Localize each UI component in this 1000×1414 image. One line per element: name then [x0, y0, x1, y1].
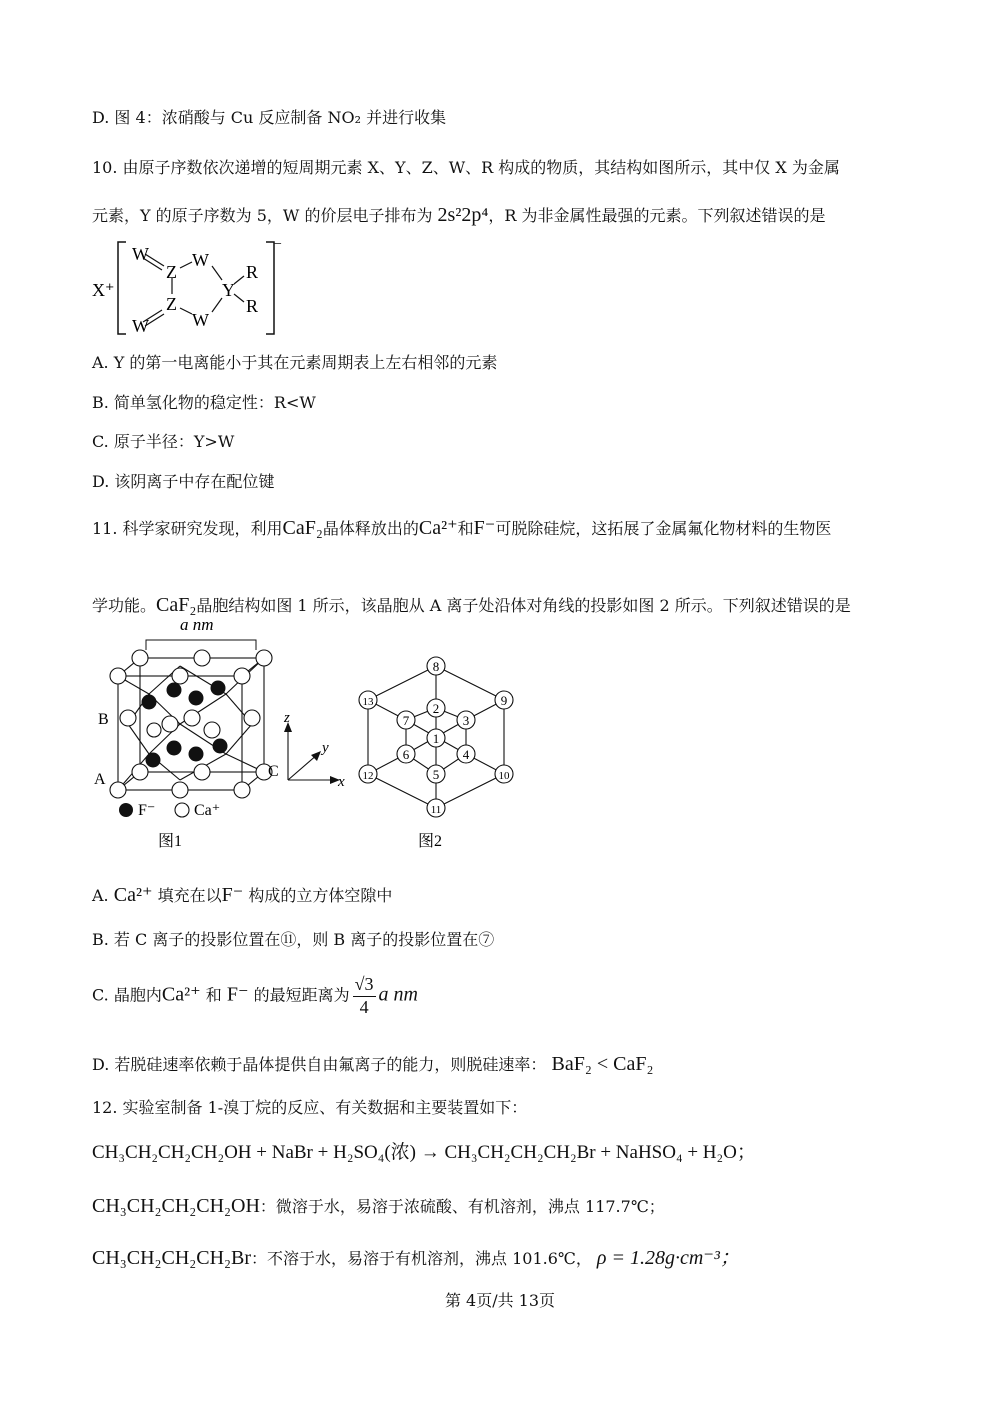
- q11-option-a: A. Ca²⁺ 填充在以F⁻ 构成的立方体空隙中: [92, 884, 393, 906]
- q9-option-d: D. 图 4：浓硝酸与 Cu 反应制备 NO₂ 并进行收集: [92, 108, 447, 127]
- fig1-top-label: a nm: [180, 615, 214, 634]
- svg-text:Z: Z: [166, 294, 177, 314]
- fig1-unit-cell: [88, 614, 358, 854]
- svg-text:9: 9: [500, 693, 508, 708]
- q10-option-d: D. 该阴离子中存在配位键: [92, 472, 275, 491]
- q11-stem-line1: 11. 科学家研究发现，利用CaF₂晶体释放出的Ca²⁺和F⁻可脱除硅烷，这拓展了金属氟化物材料的生物医: [92, 517, 832, 539]
- fig1-axis-x: x: [338, 774, 345, 790]
- structure-charge: −: [274, 237, 282, 252]
- svg-text:11: 11: [430, 804, 442, 816]
- svg-text:W: W: [192, 250, 209, 270]
- svg-text:W: W: [132, 244, 149, 264]
- svg-text:Z: Z: [166, 262, 177, 282]
- q11-option-b: B. 若 C 离子的投影位置在⑪，则 B 离子的投影位置在⑦: [92, 930, 495, 949]
- svg-text:3: 3: [462, 713, 470, 728]
- q12-butanol-line: CH₃CH₂CH₂CH₂OH：微溶于水，易溶于浓硫酸、有机溶剂，沸点 117.7℃；: [92, 1195, 665, 1217]
- q10-stem-line1: 10. 由原子序数依次递增的短周期元素 X、Y、Z、W、R 构成的物质，其结构如图所示，其中仅 X 为金属: [92, 158, 840, 177]
- fig1-label-c: C: [268, 763, 279, 780]
- fraction-sqrt3-over-4: $\frac{√3}{4}$: [354, 974, 374, 1017]
- q12-stem: 12. 实验室制备 1-溴丁烷的反应、有关数据和主要装置如下：: [92, 1098, 528, 1117]
- fig1-axis-z: z: [284, 710, 290, 726]
- svg-text:10: 10: [498, 770, 510, 782]
- q10-option-c: C. 原子半径：Y>W: [92, 432, 235, 451]
- q12-reaction: CH₃CH₂CH₂CH₂OH + NaBr + H₂SO₄(浓) → CH₃CH₂CH₂CH₂Br + NaHSO₄ + H₂O；: [92, 1142, 756, 1163]
- svg-text:R: R: [246, 296, 259, 316]
- fig1-axis-y: y: [322, 740, 329, 756]
- svg-text:R: R: [246, 262, 259, 282]
- q12-bromobutane-line: CH₃CH₂CH₂CH₂Br：不溶于水，易溶于有机溶剂，沸点 101.6℃， ρ = 1.28g·cm⁻³；: [92, 1247, 740, 1269]
- svg-text:12: 12: [362, 770, 374, 782]
- svg-text:7: 7: [402, 713, 410, 728]
- q10-stem-line2: 元素，Y 的原子序数为 5，W 的价层电子排布为 2s²2p⁴，R 为非金属性最强的元素。下列叙述错误的是: [92, 204, 826, 226]
- svg-text:4: 4: [462, 747, 470, 762]
- q11-option-c: C. 晶胞内Ca²⁺ 和 F⁻ 的最短距离为 $\frac{√3}{4}$ a nm: [92, 974, 418, 1017]
- q11-option-d: D. 若脱硅速率依赖于晶体提供自由氟离子的能力，则脱硅速率： BaF₂ < CaF₂: [92, 1053, 654, 1075]
- page-footer: 第 4页/共 13页: [444, 1291, 556, 1310]
- svg-text:W: W: [192, 310, 209, 330]
- fig1-legend-f: F⁻: [138, 802, 156, 819]
- fig2-caption: 图2: [418, 833, 443, 850]
- svg-text:5: 5: [432, 767, 440, 782]
- svg-text:13: 13: [362, 696, 374, 708]
- svg-text:6: 6: [402, 747, 410, 762]
- fig1-label-a: A: [94, 771, 106, 788]
- fig2-projection: [356, 652, 526, 854]
- q10-option-b: B. 简单氢化物的稳定性：R<W: [92, 393, 316, 412]
- q11-stem-line2: 学功能。CaF₂晶胞结构如图 1 所示，该晶胞从 A 离子处沿体对角线的投影如图 2 所示。下列叙述错误的是: [92, 594, 851, 616]
- q10-structure-diagram: [88, 236, 288, 340]
- svg-text:Y: Y: [222, 280, 235, 300]
- svg-text:2: 2: [432, 701, 440, 716]
- svg-text:1: 1: [432, 731, 440, 746]
- q10-option-a: A. Y 的第一电离能小于其在元素周期表上左右相邻的元素: [92, 353, 498, 372]
- structure-cation: X⁺: [92, 280, 115, 300]
- fig1-legend-ca: Ca⁺: [194, 802, 221, 819]
- svg-text:W: W: [132, 316, 149, 336]
- svg-text:8: 8: [432, 659, 440, 674]
- fig1-caption: 图1: [158, 833, 183, 850]
- fig1-label-b: B: [98, 711, 109, 728]
